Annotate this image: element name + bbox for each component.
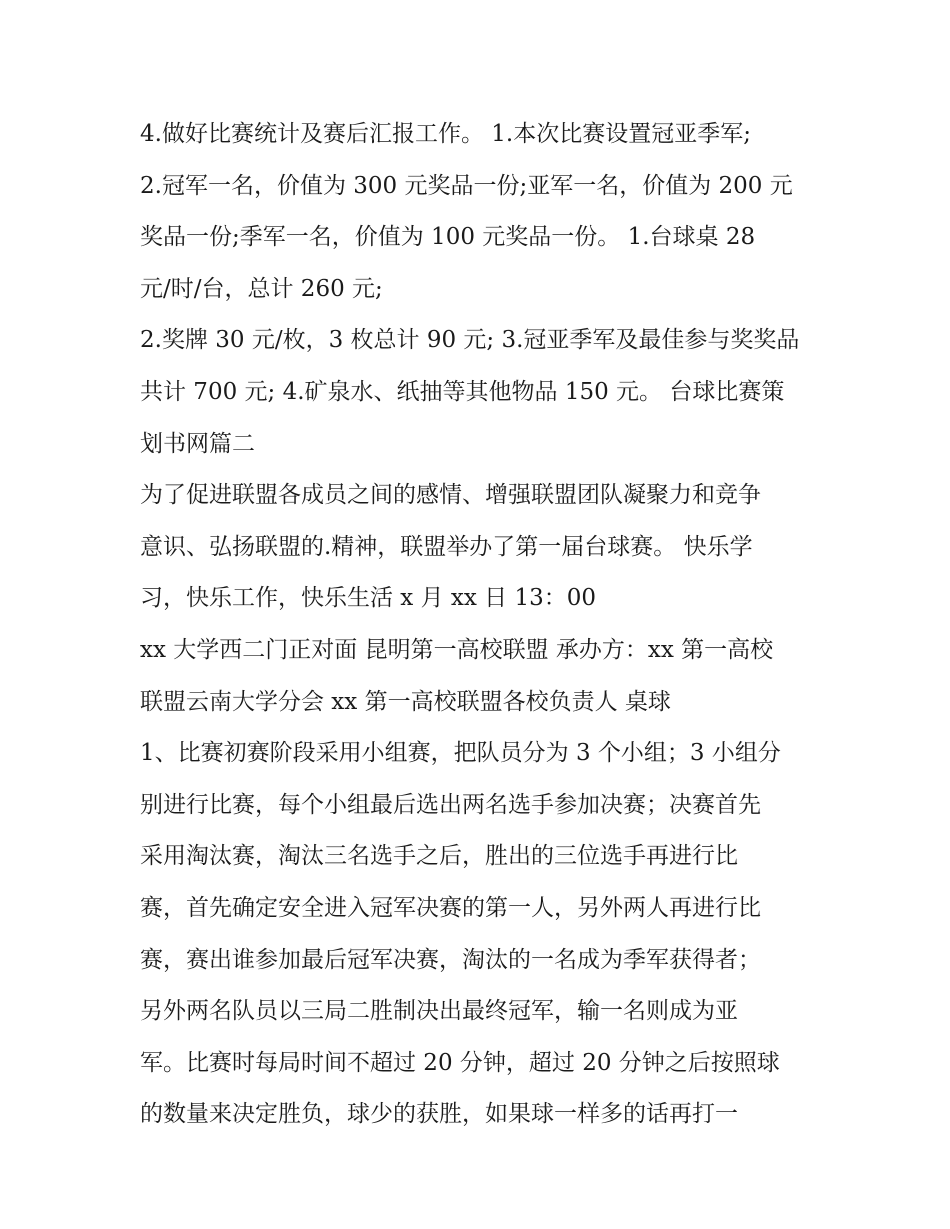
text-line: 为了促进联盟各成员之间的感情、增强联盟团队凝聚力和竞争 [140,482,761,509]
text-line: 划书网篇二 [140,430,255,457]
text-line: 赛，首先确定安全进入冠军决赛的第一人，另外两人再进行比 [140,894,761,921]
text-line: 奖品一份;季军一名，价值为 100 元奖品一份。 1.台球桌 28 [140,224,756,251]
text-line: 赛，赛出谁参加最后冠军决赛，淘汰的一名成为季军获得者； [140,946,761,973]
text-line: 采用淘汰赛，淘汰三名选手之后，胜出的三位选手再进行比 [140,843,738,870]
text-line: 2.奖牌 30 元/枚，3 枚总计 90 元; 3.冠亚季军及最佳参与奖奖品 [140,327,800,354]
text-line: 共计 700 元; 4.矿泉水、纸抽等其他物品 150 元。 台球比赛策 [140,378,785,405]
text-line: 4.做好比赛统计及赛后汇报工作。 1.本次比赛设置冠亚季军; [140,121,751,147]
text-line: 军。比赛时每局时间不超过 20 分钟，超过 20 分钟之后按照球 [140,1049,780,1076]
text-line: 意识、弘扬联盟的.精神，联盟举办了第一届台球赛。 快乐学 [140,533,753,560]
text-line: 习，快乐工作，快乐生活 x 月 xx 日 13：00 [140,585,597,612]
text-line: xx 大学西二门正对面 昆明第一高校联盟 承办方：xx 第一高校 [140,636,774,663]
text-line: 联盟云南大学分会 xx 第一高校联盟各校负责人 桌球 [140,688,671,715]
text-line: 的数量来决定胜负，球少的获胜，如果球一样多的话再打一 [140,1101,738,1128]
document-body [140,109,830,1141]
text-line: 1、比赛初赛阶段采用小组赛，把队员分为 3 个小组；3 小组分 [140,740,781,767]
text-line: 2.冠军一名，价值为 300 元奖品一份;亚军一名，价值为 200 元 [140,172,793,199]
text-line: 元/时/台，总计 260 元; [140,275,383,302]
text-line: 另外两名队员以三局二胜制决出最终冠军，输一名则成为亚 [140,998,738,1025]
text-line: 别进行比赛，每个小组最后选出两名选手参加决赛；决赛首先 [140,791,761,818]
